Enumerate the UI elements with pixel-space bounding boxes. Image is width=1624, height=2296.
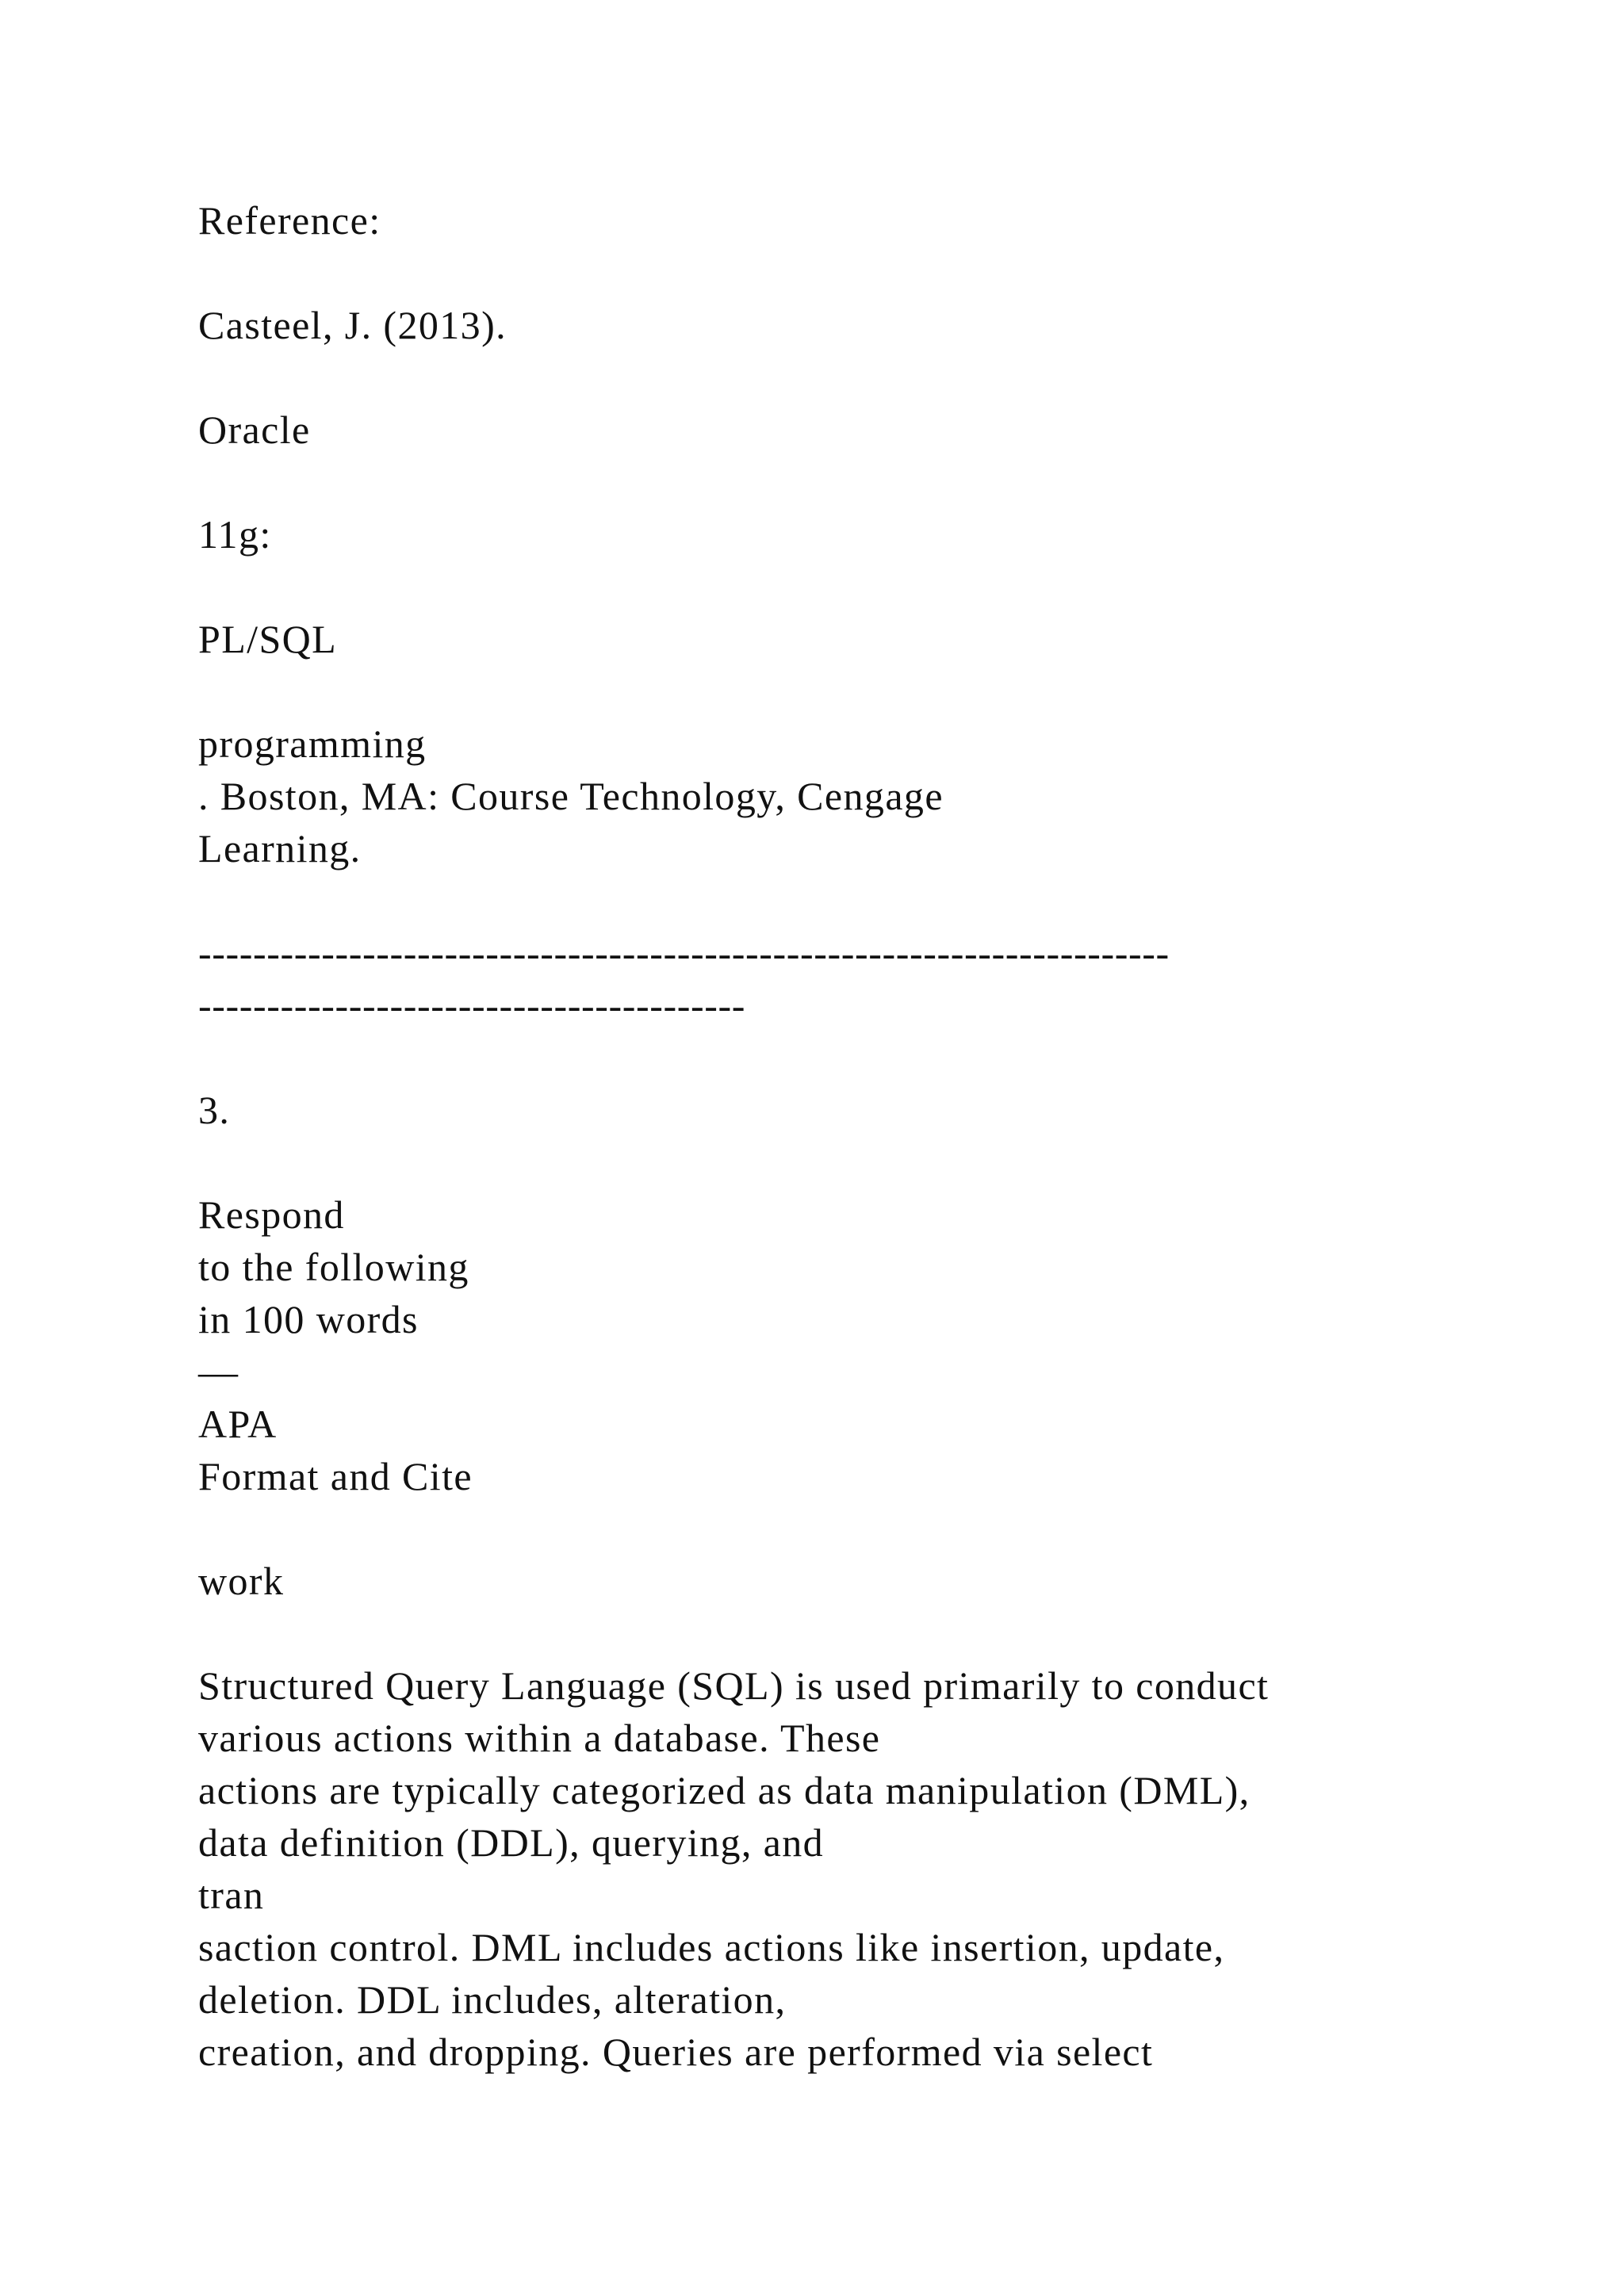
separator-line-1: ----------------------------------------------------------------------- — [198, 931, 1170, 975]
citation-title-version: 11g: — [198, 512, 272, 557]
citation-title-oracle: Oracle — [198, 408, 311, 452]
question-prompt-line: Respond — [198, 1192, 345, 1237]
question-prompt-line: work — [198, 1559, 285, 1603]
answer-line: various actions within a database. These — [198, 1716, 881, 1760]
answer-line: creation, and dropping. Queries are performed via select — [198, 2030, 1154, 2074]
answer-line: deletion. DDL includes, alteration, — [198, 1977, 787, 2022]
citation-publisher: . Boston, MA: Course Technology, Cengage — [198, 774, 944, 818]
reference-heading: Reference: — [198, 198, 381, 243]
answer-line: saction control. DML includes actions like insertion, update, — [198, 1925, 1225, 1969]
question-prompt-dash: — — [198, 1349, 239, 1394]
answer-line: tran — [198, 1873, 265, 1917]
answer-line: data definition (DDL), querying, and — [198, 1820, 825, 1865]
question-prompt-line: in 100 words — [198, 1297, 419, 1341]
citation-publisher-end: Learning. — [198, 826, 362, 871]
separator-line-2: ---------------------------------------- — [198, 983, 746, 1027]
citation-author-year: Casteel, J. (2013). — [198, 303, 508, 347]
answer-line: Structured Query Language (SQL) is used primarily to conduct — [198, 1663, 1270, 1708]
answer-line: actions are typically categorized as data manipulation (DML), — [198, 1768, 1251, 1812]
citation-title-programming: programming — [198, 721, 427, 766]
citation-title-plsql: PL/SQL — [198, 617, 338, 661]
question-prompt-line: Format and Cite — [198, 1454, 473, 1498]
question-prompt-line: APA — [198, 1402, 278, 1446]
question-number: 3. — [198, 1088, 231, 1132]
question-prompt-line: to the following — [198, 1245, 469, 1289]
